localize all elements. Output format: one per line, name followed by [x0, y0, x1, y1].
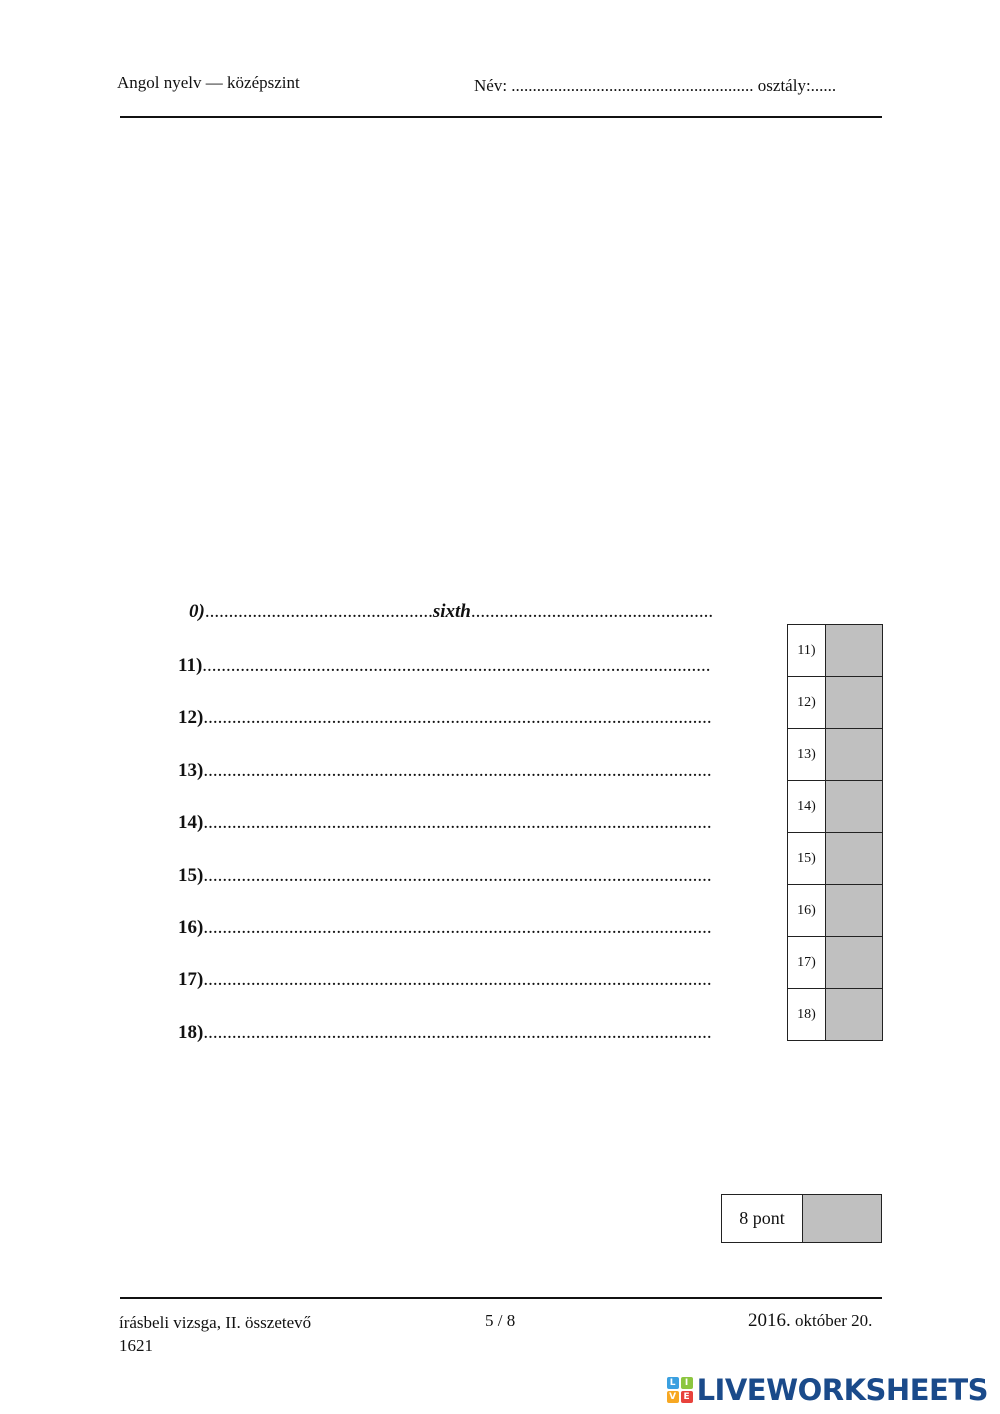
score-box — [826, 833, 883, 885]
answer-number: 13) — [178, 760, 204, 781]
score-row-15 — [788, 833, 883, 885]
score-row-14 — [788, 781, 883, 833]
score-label: 11) — [788, 625, 826, 677]
footer-date — [748, 1310, 872, 1332]
footer-divider — [120, 1297, 882, 1299]
score-label: 14) — [788, 781, 826, 833]
score-box — [826, 677, 883, 729]
answer-number: 17) — [178, 969, 204, 990]
answer-dots: ........................................................................................................... — [203, 812, 712, 833]
score-label: 16) — [788, 885, 826, 937]
header-subject: Angol nyelv — középszint — [117, 73, 300, 92]
footer-day: október 20. — [795, 1311, 873, 1330]
liveworksheets-wordmark: LIVEWORKSHEETS — [696, 1373, 988, 1407]
answer-line-11[interactable] — [178, 655, 752, 677]
score-row-18 — [788, 989, 883, 1041]
score-label: 13) — [788, 729, 826, 781]
example-dots-before: ................................................ — [204, 601, 433, 622]
example-number: 0) — [189, 601, 205, 622]
answer-line-14[interactable] — [178, 812, 752, 834]
header-divider — [120, 116, 882, 118]
example-answer: sixth — [432, 601, 471, 622]
answer-dots: ........................................................................................................... — [203, 1022, 712, 1043]
footer-exam-name: írásbeli vizsga, II. összetevő — [119, 1313, 312, 1332]
answer-line-15[interactable] — [178, 865, 752, 887]
total-score-table — [721, 1194, 882, 1243]
score-row-11 — [788, 625, 883, 677]
answer-dots: ........................................................................................................... — [203, 917, 712, 938]
answer-line-18[interactable] — [178, 1022, 752, 1044]
score-label: 18) — [788, 989, 826, 1041]
answer-dots: ........................................................................................................... — [202, 655, 711, 676]
badge-tile: L — [667, 1377, 679, 1389]
answer-number: 18) — [178, 1022, 204, 1043]
answer-number: 11) — [178, 655, 203, 676]
badge-tile: I — [681, 1377, 693, 1389]
score-box — [826, 989, 883, 1041]
score-row-17 — [788, 937, 883, 989]
total-score-label: 8 pont — [722, 1195, 803, 1243]
example-dots-after: ................................................... — [470, 601, 714, 622]
answer-dots: ........................................................................................................... — [203, 760, 712, 781]
score-box — [826, 729, 883, 781]
score-box — [826, 885, 883, 937]
liveworksheets-badge-icon — [667, 1377, 693, 1403]
score-label: 17) — [788, 937, 826, 989]
answer-line-17[interactable] — [178, 969, 752, 991]
answer-number: 14) — [178, 812, 204, 833]
example-answer-line — [189, 601, 752, 623]
footer-exam-code: 1621 — [119, 1336, 153, 1355]
answer-line-12[interactable] — [178, 707, 752, 729]
footer-exam-info — [119, 1311, 311, 1357]
header-name-field: Név: ......................................................... osztály:...... — [474, 76, 837, 95]
answer-number: 15) — [178, 865, 204, 886]
score-label: 12) — [788, 677, 826, 729]
liveworksheets-logo — [667, 1374, 988, 1406]
score-row-16 — [788, 885, 883, 937]
answer-dots: ........................................................................................................... — [203, 969, 712, 990]
badge-tile: E — [681, 1391, 693, 1403]
total-score-box — [803, 1195, 882, 1243]
answer-number: 12) — [178, 707, 204, 728]
score-box — [826, 625, 883, 677]
score-row-13 — [788, 729, 883, 781]
score-box — [826, 781, 883, 833]
badge-tile: V — [667, 1391, 679, 1403]
answer-line-16[interactable] — [178, 917, 752, 939]
answer-line-13[interactable] — [178, 760, 752, 782]
answer-number: 16) — [178, 917, 204, 938]
score-table — [787, 624, 883, 1041]
score-label: 15) — [788, 833, 826, 885]
answer-dots: ........................................................................................................... — [203, 865, 712, 886]
score-row-12 — [788, 677, 883, 729]
answer-dots: ........................................................................................................... — [203, 707, 712, 728]
footer-year: 2016. — [748, 1310, 791, 1331]
score-box — [826, 937, 883, 989]
footer-page-number: 5 / 8 — [485, 1311, 516, 1330]
